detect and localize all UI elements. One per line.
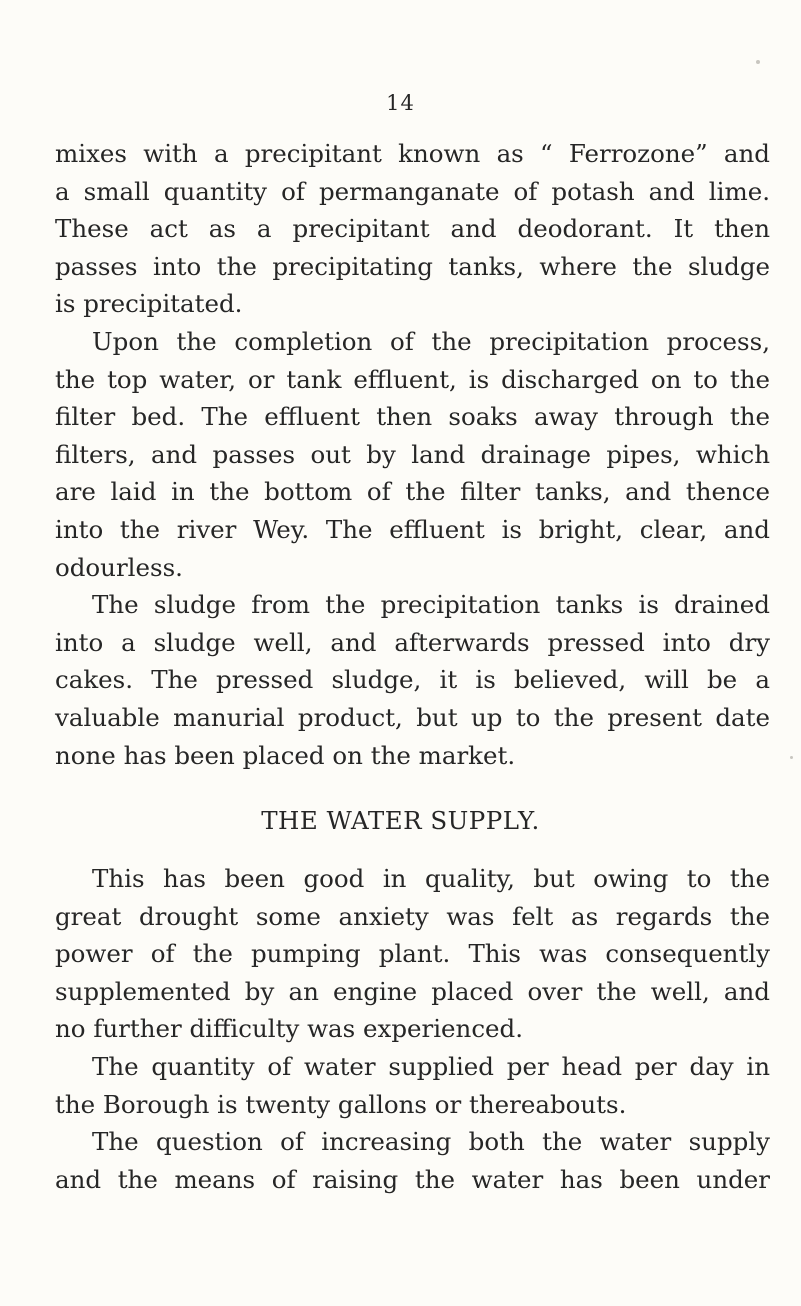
text-line: The question of increasing both the water supply — [92, 1127, 770, 1157]
text-line: none has been placed on the market. — [55, 740, 516, 770]
paper-speck — [790, 756, 793, 759]
text-line: The sludge from the precipitation tanks is drained — [92, 590, 770, 620]
text-line: power of the pumping plant. This was consequently — [55, 939, 770, 969]
paragraph-block-sewage — [55, 135, 770, 774]
text-line: the Borough is twenty gallons or thereabouts. — [55, 1089, 627, 1119]
text-line: supplemented by an engine placed over the well, and — [55, 976, 770, 1006]
text-line: This has been good in quality, but owing to the — [92, 864, 770, 893]
text-line: Upon the completion of the precipitation process, — [92, 326, 770, 356]
page-number: 14 — [386, 91, 415, 115]
paper-speck — [756, 60, 760, 64]
text-line: These act as a precipitant and deodorant. It then — [55, 214, 770, 244]
text-line: the top water, or tank effluent, is discharged on to the — [55, 364, 770, 394]
text-line: valuable manurial product, but up to the present date — [55, 702, 770, 732]
text-line: into a sludge well, and afterwards pressed into dry — [55, 627, 770, 657]
section-heading: THE WATER SUPPLY. — [261, 806, 540, 835]
text-line: mixes with a precipitant known as “ Ferrozone” and — [55, 139, 770, 168]
text-line: odourless. — [55, 552, 183, 582]
text-line: and the means of raising the water has been under — [55, 1164, 770, 1194]
paragraph-block-water-supply — [55, 860, 770, 1198]
text-line: great drought some anxiety was felt as regards the — [55, 901, 770, 931]
text-line: a small quantity of permanganate of potash and lime. — [55, 176, 770, 206]
text-line: filter bed. The effluent then soaks away through the — [55, 402, 770, 432]
text-line: into the river Wey. The effluent is bright, clear, and — [55, 514, 770, 544]
text-line: is precipitated. — [55, 289, 243, 319]
text-line: filters, and passes out by land drainage pipes, which — [55, 439, 770, 469]
text-line: cakes. The pressed sludge, it is believed, will be a — [55, 665, 770, 695]
text-line: are laid in the bottom of the filter tanks, and thence — [55, 477, 770, 507]
text-line: The quantity of water supplied per head per day in — [92, 1051, 770, 1081]
text-line: no further difficulty was experienced. — [55, 1014, 524, 1044]
text-line: passes into the precipitating tanks, where the sludge — [55, 251, 770, 281]
